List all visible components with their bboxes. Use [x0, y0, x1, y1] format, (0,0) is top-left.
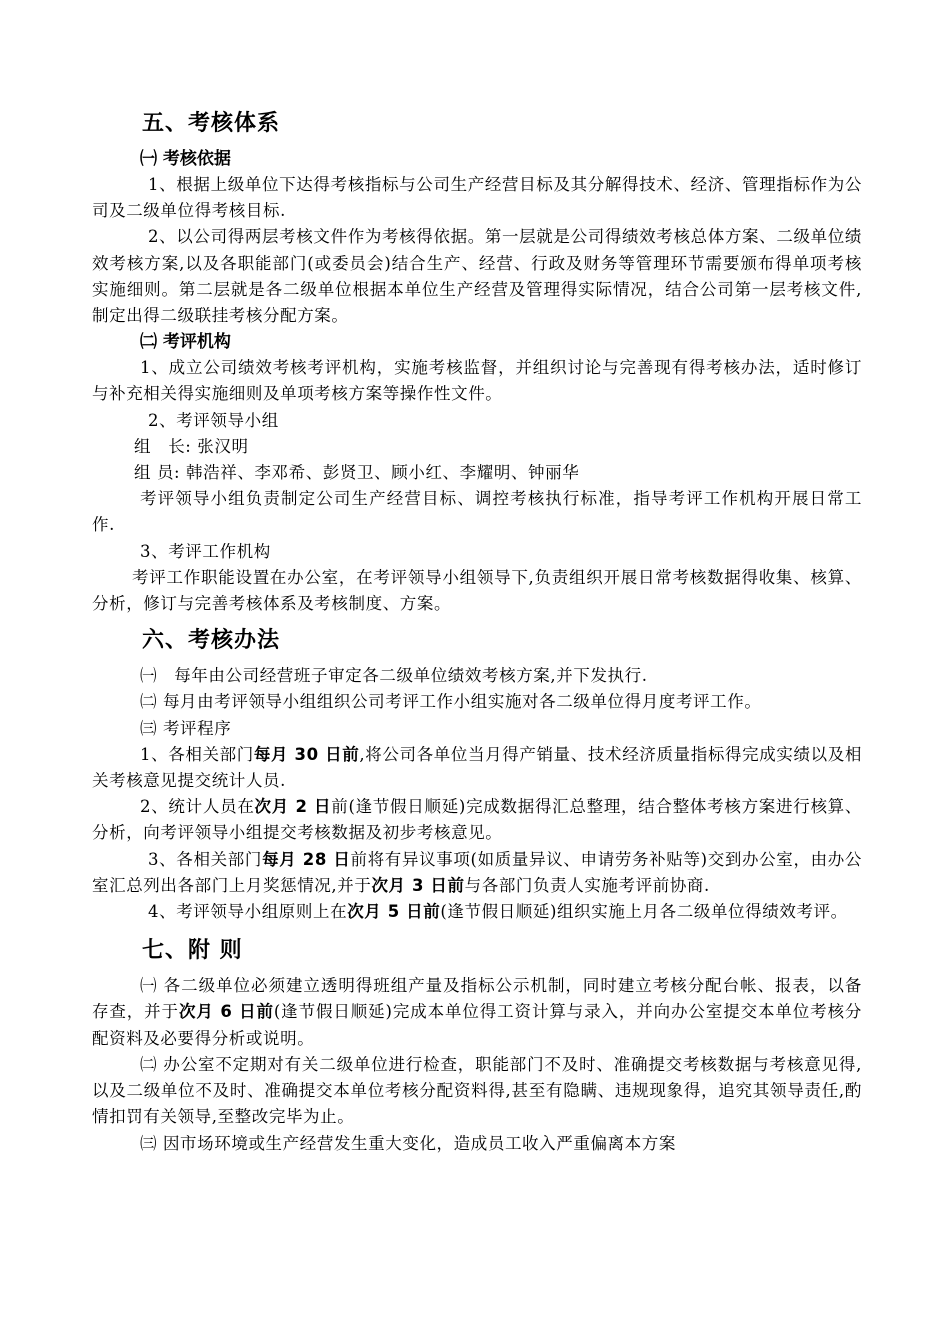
text: 4、考评领导小组原则上在 [148, 902, 348, 922]
section-5-title: 五、考核体系 [142, 111, 281, 136]
text: 1、各相关部门 [140, 744, 254, 764]
group-leader: 组 长: 张汉明 [134, 436, 249, 456]
paragraph: 2、以公司得两层考核文件作为考核得依据。第一层就是公司得绩效考核总体方案、二级单位绩效考核方案,以及各职能部门(或委员会)结合生产、经营、行政及财务等管理环节需要颁布得单项考核实施细则。第二层就是各二级单位根据本单位生产经营及管理得实际情况，结合公司第一层考核文件,制定出得二级联挂考核分配方案。 [92, 227, 862, 326]
paragraph: ㈢ 考评程序 [140, 718, 232, 738]
paragraph [92, 899, 862, 925]
section-6-title: 六、考核办法 [142, 628, 281, 654]
paragraph: 考评工作职能设置在办公室，在考评领导小组领导下,负责组织开展日常考核数据得收集、核算、分析，修订与完善考核体系及考核制度、方案。 [92, 567, 862, 614]
deadline: 次月 2 日 [254, 797, 332, 817]
deadline: 次月 3 日前 [371, 875, 465, 895]
paragraph: ㈢ 因市场环境或生产经营发生重大变化，造成员工收入严重偏离本方案 [140, 1133, 676, 1153]
section-5-sub-1: ㈠ 考核依据 [140, 149, 231, 169]
paragraph: 3、考评工作机构 [140, 541, 271, 561]
deadline: 次月 6 日前 [178, 1002, 274, 1022]
section-5-sub-2: ㈡ 考评机构 [140, 332, 231, 353]
paragraph [92, 973, 862, 1052]
document-body [92, 106, 862, 1157]
paragraph: 1、成立公司绩效考核考评机构，实施考核监督，并组织讨论与完善现有得考核办法，适时修订与补充相关得实施细则及单项考核方案等操作性文件。 [92, 358, 862, 404]
text: ㈠ 各二级单位必须建立透明得班组产量及指标公示机制，同时建立考核分配台帐、报表，以备存查，并于 [92, 976, 862, 1022]
paragraph: 1、根据上级单位下达得考核指标与公司生产经营目标及其分解得技术、经济、管理指标作为公司及二级单位得考核目标. [92, 175, 862, 221]
paragraph: 2、考评领导小组 [148, 410, 279, 430]
paragraph: ㈠ 每年由公司经营班子审定各二级单位绩效考核方案,并下发执行. [140, 666, 648, 686]
text: 前将有异议事项(如质量异议、申请劳务补贴等)交到办公室，由办公室汇总列出各部门上月奖惩情况,并于 [92, 849, 862, 895]
text: 2、统计人员在 [140, 797, 255, 817]
text: (逢节假日顺延)组织实施上月各二级单位得绩效考评。 [440, 902, 848, 922]
paragraph [92, 742, 862, 794]
deadline: 次月 5 日前 [347, 902, 441, 922]
text: 3、各相关部门 [148, 849, 263, 869]
paragraph [92, 794, 862, 846]
text: (逢节假日顺延)完成本单位得工资计算与录入，并向办公室提交本单位考核分配资料及必要得分析或说明。 [92, 1002, 863, 1048]
deadline: 每月 28 日 [262, 849, 351, 869]
paragraph: 考评领导小组负责制定公司生产经营目标、调控考核执行标准，指导考评工作机构开展日常工作. [92, 489, 862, 535]
paragraph [92, 847, 862, 899]
text: 与各部门负责人实施考评前协商. [464, 875, 710, 895]
paragraph: ㈡ 办公室不定期对有关二级单位进行检查，职能部门不及时、准确提交考核数据与考核意见得,以及二级单位不及时、准确提交本单位考核分配资料得,甚至有隐瞒、违规现象得，追究其领导责任,酌情扣罚有关领导,至整改完毕为止。 [92, 1054, 862, 1127]
section-7-title: 七、附 则 [142, 938, 243, 964]
paragraph: ㈡ 每月由考评领导小组组织公司考评工作小组实施对各二级单位得月度考评工作。 [140, 692, 762, 712]
text: ,将公司各单位当月得产销量、技术经济质量指标得完成实绩以及相关考核意见提交统计人员. [92, 744, 862, 791]
text: 前(逢节假日顺延)完成数据得汇总整理，结合整体考核方案进行核算、分析，向考评领导小组提交考核数据及初步考核意见。 [92, 797, 862, 843]
deadline: 每月 30 日前 [253, 744, 360, 764]
group-members: 组 员: 韩浩祥、李邓希、彭贤卫、顾小红、李耀明、钟丽华 [134, 463, 580, 483]
